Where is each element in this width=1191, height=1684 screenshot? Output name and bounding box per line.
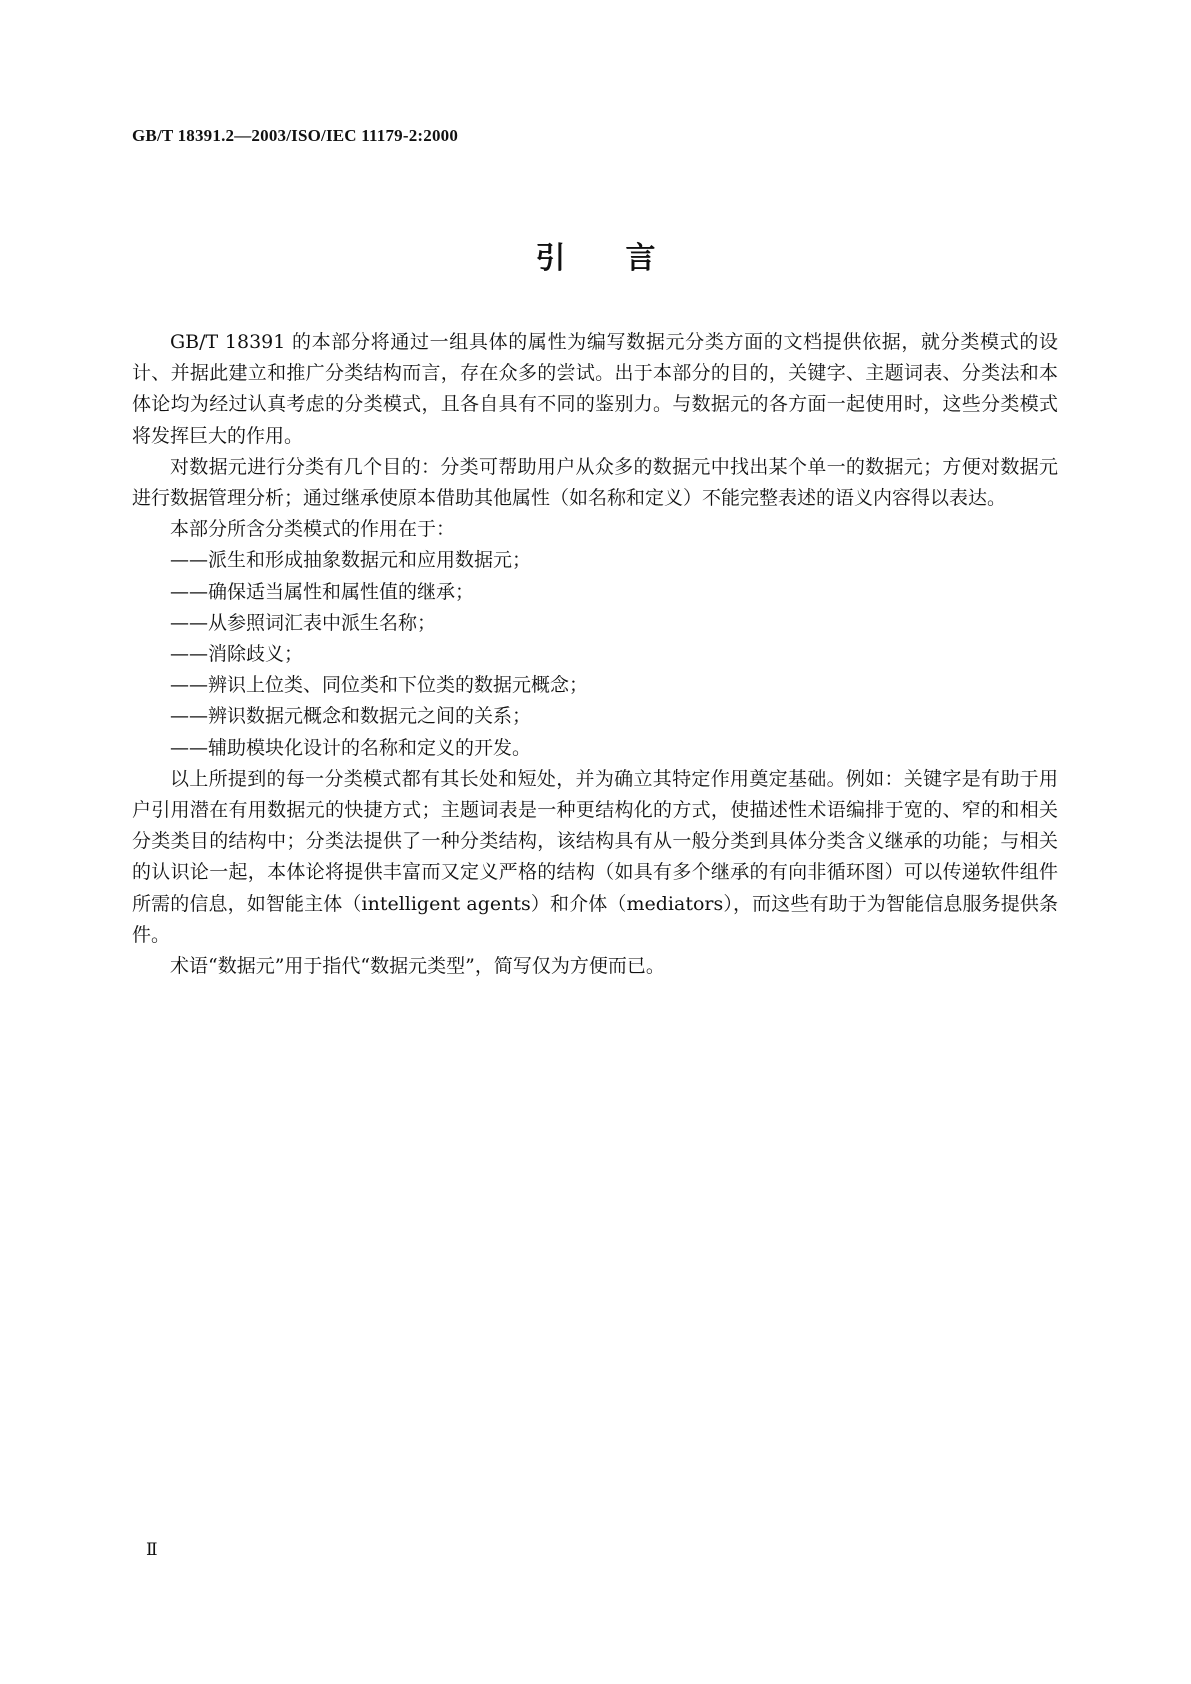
page-title: 引言 <box>535 241 716 276</box>
list-item: ——确保适当属性和属性值的继承； <box>170 580 475 603</box>
document-body <box>132 327 1058 982</box>
paragraph-schemes-strengths: 以上所提到的每一分类模式都有其长处和短处，并为确立其特定作用奠定基础。例如：关键字是有助于用户引用潜在有用数据元的快捷方式；主题词表是一种更结构化的方式，使描述性术语编排于宽的、窄的和相关分类类目的结构中；分类法提供了一种分类结构，该结构具有从一般分类到具体分类含义继承的功能；与相关的认识论一起，本体论将提供丰富而又定义严格的结构（如具有多个继承的有向非循环图）可以传递软件组件所需的信息，如智能主体（intelligent agents）和介体（mediators），而这些有助于为智能信息服务提供条件。 <box>132 767 1058 946</box>
standard-code-header: GB/T 18391.2—2003/ISO/IEC 11179-2:2000 <box>132 126 459 145</box>
list-item: ——辨识上位类、同位类和下位类的数据元概念； <box>170 674 589 697</box>
list-item: ——消除歧义； <box>170 643 304 666</box>
paragraph-purpose: GB/T 18391 的本部分将通过一组具体的属性为编写数据元分类方面的文档提供依据，就分类模式的设计、并据此建立和推广分类结构而言，存在众多的尝试。出于本部分的目的，关键字、主题词表、分类法和本体论均为经过认真考虑的分类模式，且各自具有不同的鉴别力。与数据元的各方面一起使用时，这些分类模式将发挥巨大的作用。 <box>132 331 1058 447</box>
paragraph-list-intro: 本部分所含分类模式的作用在于： <box>170 518 456 541</box>
list-item: ——辨识数据元概念和数据元之间的关系； <box>170 705 532 728</box>
list-item: ——辅助模块化设计的名称和定义的开发。 <box>170 736 532 759</box>
list-item: ——派生和形成抽象数据元和应用数据元； <box>170 549 532 572</box>
roles-list <box>132 545 1058 763</box>
page-number: Ⅱ <box>146 1540 158 1559</box>
paragraph-classification-goals: 对数据元进行分类有几个目的：分类可帮助用户从众多的数据元中找出某个单一的数据元；方便对数据元进行数据管理分析；通过继承使原本借助其他属性（如名称和定义）不能完整表述的语义内容得以表达。 <box>132 455 1058 510</box>
list-item: ——从参照词汇表中派生名称； <box>170 611 437 634</box>
paragraph-terminology-note: 术语“数据元”用于指代“数据元类型”，简写仅为方便而已。 <box>170 955 665 978</box>
